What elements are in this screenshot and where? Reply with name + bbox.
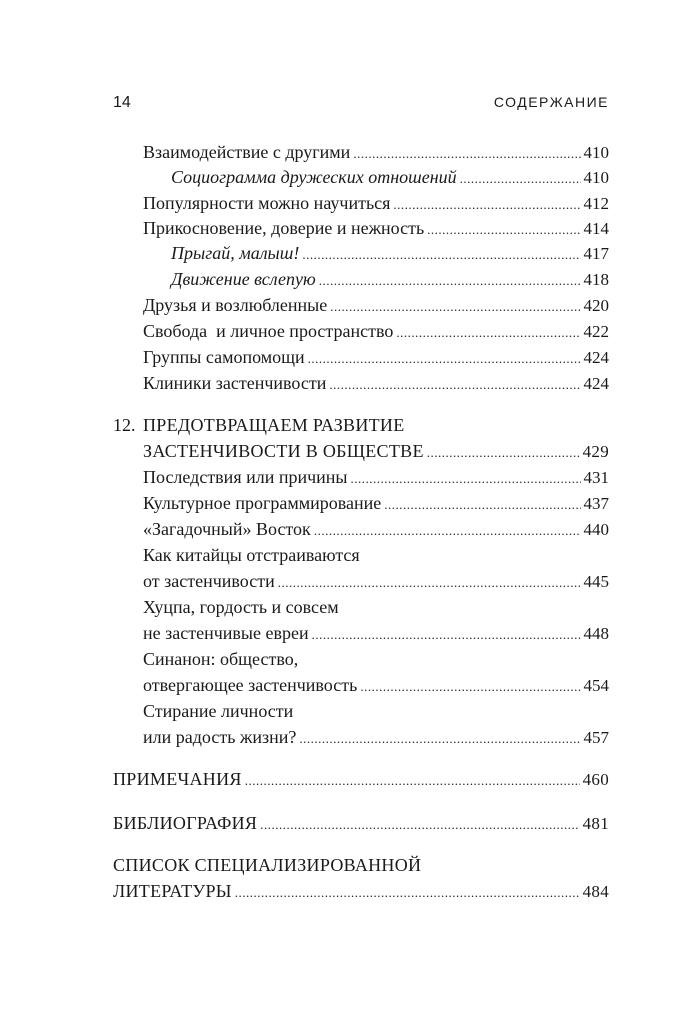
toc-entry-title: ПРИМЕЧАНИЯ xyxy=(113,769,242,789)
running-head: СОДЕРЖАНИЕ xyxy=(493,94,609,110)
toc-entry-title: «Загадочный» Восток xyxy=(143,519,311,539)
toc-entry-title-line2: отвергающее застенчивость xyxy=(143,675,358,695)
dot-leader xyxy=(393,194,580,216)
toc-entry-page: 418 xyxy=(583,270,609,289)
toc-entry-title-line2: или радость жизни? xyxy=(143,727,297,747)
toc-entry-title-line2: ЛИТЕРАТУРЫ xyxy=(113,881,232,901)
chapter-title-line1[interactable]: ПРЕДОТВРАЩАЕМ РАЗВИТИЕ xyxy=(143,415,405,435)
toc-entry[interactable] xyxy=(143,346,609,370)
toc-entry-page: 414 xyxy=(583,219,609,238)
dot-leader xyxy=(351,468,581,490)
toc-backmatter-bibliography[interactable] xyxy=(113,812,609,836)
toc-subentry-title: Прыгай, малыш! xyxy=(171,243,300,263)
toc-subentry[interactable] xyxy=(171,268,609,292)
dot-leader xyxy=(308,348,581,370)
toc-entry[interactable] xyxy=(143,726,609,750)
toc-entry[interactable] xyxy=(143,622,609,646)
toc-entry-title: Культурное программирование xyxy=(143,493,382,513)
toc-entry[interactable] xyxy=(143,217,609,241)
dot-leader xyxy=(329,374,580,396)
dot-leader xyxy=(396,322,580,344)
dot-leader xyxy=(360,676,580,698)
toc-entry[interactable] xyxy=(143,294,609,318)
toc-entry-page: 412 xyxy=(583,194,609,213)
dot-leader xyxy=(460,168,581,190)
toc-entry-title: Друзья и возлюбленные xyxy=(143,295,328,315)
dot-leader xyxy=(427,442,580,464)
toc-entry-title: Свобода и личное пространство xyxy=(143,321,394,341)
toc-entry-page: 445 xyxy=(583,572,609,591)
toc-subentry-title: Социограмма дружеских отношений xyxy=(171,167,457,187)
dot-leader xyxy=(260,814,579,836)
toc-entry-title: БИБЛИОГРАФИЯ xyxy=(113,813,258,833)
toc-entry-title-line1[interactable]: Как китайцы отстраиваются xyxy=(143,545,360,565)
toc-entry-page: 448 xyxy=(583,624,609,643)
toc-entry-page: 440 xyxy=(583,520,609,539)
toc-backmatter-speclit-line1[interactable]: СПИСОК СПЕЦИАЛИЗИРОВАННОЙ xyxy=(113,855,422,875)
dot-leader xyxy=(299,728,580,750)
toc-entry-page: 431 xyxy=(583,468,609,487)
toc-entry-page: 420 xyxy=(583,296,609,315)
dot-leader xyxy=(319,270,581,292)
toc-entry-page: 460 xyxy=(582,770,609,789)
toc-entry[interactable] xyxy=(143,141,609,165)
toc-entry-title: Последствия или причины xyxy=(143,467,348,487)
toc-entry-page: 429 xyxy=(582,442,609,461)
toc-entry[interactable] xyxy=(143,372,609,396)
toc-subentry[interactable] xyxy=(171,242,609,266)
chapter-title-line2: ЗАСТЕНЧИВОСТИ В ОБЩЕСТВЕ xyxy=(143,441,424,461)
page-number: 14 xyxy=(113,94,131,111)
toc-entry[interactable] xyxy=(143,674,609,698)
toc-entry-page: 424 xyxy=(583,348,609,367)
toc-entry-title-line1[interactable]: Синанон: общество, xyxy=(143,649,299,669)
dot-leader xyxy=(330,296,580,318)
toc-entry-title-line1[interactable]: Хуцпа, гордость и совсем xyxy=(143,597,339,617)
page-header xyxy=(113,94,609,114)
dot-leader xyxy=(384,494,580,516)
toc-backmatter-speclit[interactable] xyxy=(113,880,609,904)
toc-entry-title: Популярности можно научиться xyxy=(143,193,391,213)
chapter-number: 12. xyxy=(113,415,136,435)
chapter-entry[interactable] xyxy=(143,440,609,464)
dot-leader xyxy=(353,143,580,165)
toc-entry-page: 437 xyxy=(583,494,609,513)
toc-entry-page: 424 xyxy=(583,374,609,393)
toc-entry-title: Клиники застенчивости xyxy=(143,373,327,393)
toc-entry-page: 454 xyxy=(583,676,609,695)
toc-entry[interactable] xyxy=(143,320,609,344)
toc-entry-title: Прикосновение, доверие и нежность xyxy=(143,218,425,238)
dot-leader xyxy=(314,520,581,542)
toc-entry[interactable] xyxy=(143,192,609,216)
dot-leader xyxy=(278,572,581,594)
toc-entry-page: 417 xyxy=(583,244,609,263)
toc-entry-page: 422 xyxy=(583,322,609,341)
toc-entry-page: 484 xyxy=(582,882,609,901)
dot-leader xyxy=(312,624,581,646)
toc-subentry[interactable] xyxy=(171,166,609,190)
dot-leader xyxy=(302,244,580,266)
toc-entry-page: 410 xyxy=(583,168,609,187)
toc-entry-title-line2: не застенчивые евреи xyxy=(143,623,309,643)
toc-entry-title: Взаимодействие с другими xyxy=(143,142,351,162)
dot-leader xyxy=(427,219,580,241)
toc-subentry-title: Движение вслепую xyxy=(171,269,316,289)
toc-entry[interactable] xyxy=(143,570,609,594)
toc-entry-page: 410 xyxy=(583,143,609,162)
toc-entry[interactable] xyxy=(143,518,609,542)
toc-entry-title: Группы самопомощи xyxy=(143,347,305,367)
toc-entry[interactable] xyxy=(143,492,609,516)
toc-entry-title-line2: от застенчивости xyxy=(143,571,275,591)
toc-entry[interactable] xyxy=(143,466,609,490)
dot-leader xyxy=(245,770,580,792)
toc-entry-page: 457 xyxy=(583,728,609,747)
dot-leader xyxy=(235,882,580,904)
toc-backmatter-notes[interactable] xyxy=(113,768,609,792)
toc-entry-title-line1[interactable]: Стирание личности xyxy=(143,701,294,721)
toc-entry-page: 481 xyxy=(582,814,609,833)
